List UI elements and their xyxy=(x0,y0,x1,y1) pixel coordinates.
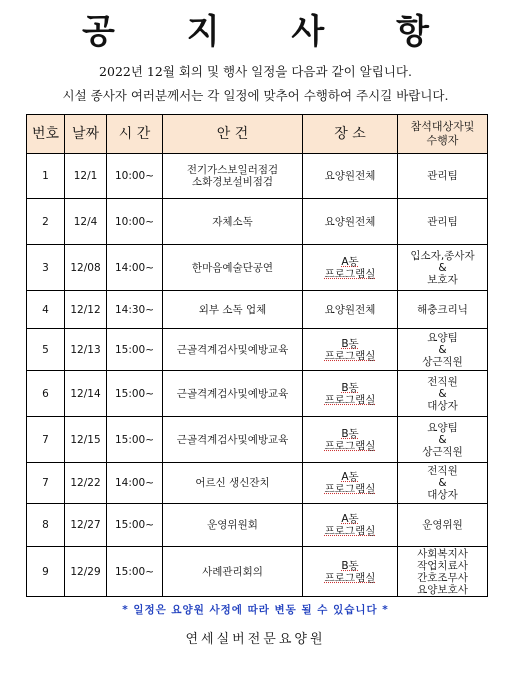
cell-number: 8 xyxy=(27,504,65,547)
header-number: 번호 xyxy=(27,115,65,154)
cell-time: 14:00~ xyxy=(107,245,163,291)
cell-place: 요양원전체 xyxy=(303,154,398,199)
cell-time: 15:00~ xyxy=(107,547,163,597)
cell-time: 10:00~ xyxy=(107,199,163,245)
cell-number: 9 xyxy=(27,547,65,597)
cell-agenda: 자체소독 xyxy=(163,199,303,245)
cell-number: 3 xyxy=(27,245,65,291)
cell-number: 6 xyxy=(27,371,65,417)
header-time: 시 간 xyxy=(107,115,163,154)
cell-place: 요양원전체 xyxy=(303,291,398,329)
cell-number: 2 xyxy=(27,199,65,245)
table-row xyxy=(27,154,488,199)
table-row xyxy=(27,504,488,547)
cell-place: A동 프로그램실 xyxy=(303,245,398,291)
cell-date: 12/14 xyxy=(65,371,107,417)
table-row xyxy=(27,245,488,291)
cell-place: A동 프로그램실 xyxy=(303,463,398,504)
cell-agenda: 어르신 생신잔치 xyxy=(163,463,303,504)
cell-date: 12/29 xyxy=(65,547,107,597)
cell-date: 12/12 xyxy=(65,291,107,329)
cell-agenda: 외부 소독 업체 xyxy=(163,291,303,329)
cell-place: B동 프로그램실 xyxy=(303,371,398,417)
intro-line-2: 시설 종사자 여러분께서는 각 일정에 맞추어 수행하여 주시길 바랍니다. xyxy=(62,88,449,103)
cell-target: 요양팀 & 상근직원 xyxy=(398,329,488,371)
cell-target: 운영위원 xyxy=(398,504,488,547)
cell-target: 전직원 & 대상자 xyxy=(398,463,488,504)
cell-agenda: 근골격계검사및예방교육 xyxy=(163,329,303,371)
schedule-table xyxy=(26,114,488,597)
cell-number: 4 xyxy=(27,291,65,329)
table-row xyxy=(27,463,488,504)
cell-target: 관리팀 xyxy=(398,154,488,199)
cell-time: 14:00~ xyxy=(107,463,163,504)
cell-date: 12/22 xyxy=(65,463,107,504)
header-target: 참석대상자및 수행자 xyxy=(398,115,488,154)
cell-time: 15:00~ xyxy=(107,371,163,417)
cell-number: 5 xyxy=(27,329,65,371)
cell-number: 7 xyxy=(27,417,65,463)
header-place: 장 소 xyxy=(303,115,398,154)
cell-number: 1 xyxy=(27,154,65,199)
cell-date: 12/08 xyxy=(65,245,107,291)
cell-time: 10:00~ xyxy=(107,154,163,199)
cell-place: B동 프로그램실 xyxy=(303,547,398,597)
table-header-row xyxy=(27,115,488,154)
cell-agenda: 근골격계검사및예방교육 xyxy=(163,371,303,417)
cell-agenda: 한마음예술단공연 xyxy=(163,245,303,291)
cell-target: 해충크리닉 xyxy=(398,291,488,329)
table-row xyxy=(27,199,488,245)
organization-signature: 연세실버전문요양원 xyxy=(185,632,326,647)
cell-place: 요양원전체 xyxy=(303,199,398,245)
cell-date: 12/4 xyxy=(65,199,107,245)
cell-time: 15:00~ xyxy=(107,504,163,547)
cell-place: A동 프로그램실 xyxy=(303,504,398,547)
cell-date: 12/1 xyxy=(65,154,107,199)
cell-date: 12/27 xyxy=(65,504,107,547)
header-agenda: 안 건 xyxy=(163,115,303,154)
table-row xyxy=(27,417,488,463)
cell-agenda: 운영위원회 xyxy=(163,504,303,547)
header-date: 날짜 xyxy=(65,115,107,154)
cell-time: 15:00~ xyxy=(107,329,163,371)
cell-date: 12/15 xyxy=(65,417,107,463)
table-row xyxy=(27,291,488,329)
cell-target: 전직원 & 대상자 xyxy=(398,371,488,417)
cell-agenda: 사례관리회의 xyxy=(163,547,303,597)
cell-agenda: 근골격계검사및예방교육 xyxy=(163,417,303,463)
change-notice: * 일정은 요양원 사정에 따라 변동 될 수 있습니다 * xyxy=(122,604,389,616)
cell-time: 14:30~ xyxy=(107,291,163,329)
cell-agenda: 전기가스보일러점검 소화경보설비점검 xyxy=(163,154,303,199)
table-row xyxy=(27,371,488,417)
intro-line-1: 2022년 12월 회의 및 행사 일정을 다음과 같이 알립니다. xyxy=(99,64,412,79)
cell-place: B동 프로그램실 xyxy=(303,417,398,463)
cell-target: 요양팀 & 상근직원 xyxy=(398,417,488,463)
cell-time: 15:00~ xyxy=(107,417,163,463)
cell-target: 관리팀 xyxy=(398,199,488,245)
table-row xyxy=(27,547,488,597)
cell-date: 12/13 xyxy=(65,329,107,371)
schedule-rows xyxy=(27,154,488,597)
cell-place: B동 프로그램실 xyxy=(303,329,398,371)
cell-target: 입소자,종사자 & 보호자 xyxy=(398,245,488,291)
cell-target: 사회복지사 작업치료사 간호조무사 요양보호사 xyxy=(398,547,488,597)
cell-number: 7 xyxy=(27,463,65,504)
document-title: 공 지 사 항 xyxy=(82,12,459,52)
table-row xyxy=(27,329,488,371)
